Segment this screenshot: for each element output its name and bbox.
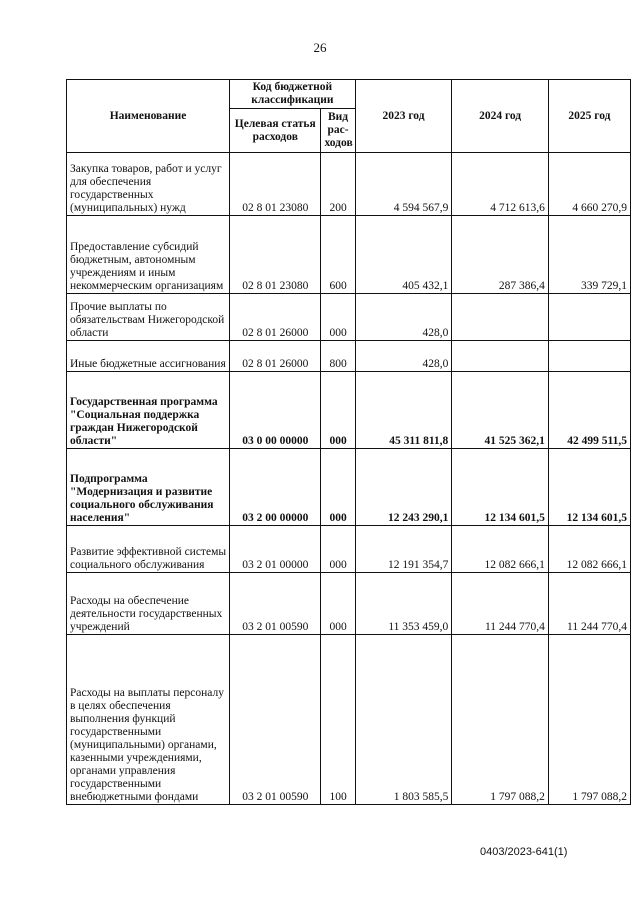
row-expense-kind: 100 bbox=[321, 635, 355, 805]
header-budget-code: Код бюджетной классификации bbox=[230, 80, 356, 109]
row-target-article: 03 2 01 00000 bbox=[230, 526, 321, 573]
row-expense-kind: 000 bbox=[321, 449, 355, 526]
row-value-2024 bbox=[452, 341, 549, 372]
row-value-2024 bbox=[452, 294, 549, 341]
header-year-2025: 2025 год bbox=[548, 80, 630, 153]
row-value-2025 bbox=[548, 294, 630, 341]
row-value-2024: 4 712 613,6 bbox=[452, 153, 549, 216]
row-expense-kind: 000 bbox=[321, 294, 355, 341]
table-row bbox=[67, 294, 631, 341]
table-row bbox=[67, 449, 631, 526]
row-value-2023: 405 432,1 bbox=[355, 216, 452, 294]
table-row bbox=[67, 153, 631, 216]
table-row bbox=[67, 526, 631, 573]
header-year-2023: 2023 год bbox=[355, 80, 452, 153]
row-value-2025: 1 797 088,2 bbox=[548, 635, 630, 805]
row-target-article: 02 8 01 23080 bbox=[230, 153, 321, 216]
table-row bbox=[67, 573, 631, 635]
row-target-article: 03 2 01 00590 bbox=[230, 573, 321, 635]
row-name: Иные бюджетные ассигнования bbox=[67, 341, 230, 372]
row-value-2024: 12 082 666,1 bbox=[452, 526, 549, 573]
row-name: Подпрограмма "Модернизация и развитие социального обслуживания населения" bbox=[67, 449, 230, 526]
page-number: 26 bbox=[313, 40, 327, 55]
table-row bbox=[67, 341, 631, 372]
row-value-2025: 4 660 270,9 bbox=[548, 153, 630, 216]
header-target-article: Целевая статья расходов bbox=[230, 109, 321, 153]
row-target-article: 02 8 01 23080 bbox=[230, 216, 321, 294]
row-value-2023: 4 594 567,9 bbox=[355, 153, 452, 216]
row-name: Предоставление субсидий бюджетным, автономным учреждениям и иным некоммерческим организациям bbox=[67, 216, 230, 294]
row-value-2023: 428,0 bbox=[355, 294, 452, 341]
row-value-2023: 1 803 585,5 bbox=[355, 635, 452, 805]
row-expense-kind: 000 bbox=[321, 573, 355, 635]
row-value-2024: 1 797 088,2 bbox=[452, 635, 549, 805]
row-expense-kind: 000 bbox=[321, 372, 355, 449]
row-name: Прочие выплаты по обязательствам Нижегородской области bbox=[67, 294, 230, 341]
row-value-2025: 339 729,1 bbox=[548, 216, 630, 294]
budget-table bbox=[66, 79, 631, 805]
row-value-2024: 287 386,4 bbox=[452, 216, 549, 294]
row-name: Расходы на обеспечение деятельности государственных учреждений bbox=[67, 573, 230, 635]
row-expense-kind: 600 bbox=[321, 216, 355, 294]
row-expense-kind: 800 bbox=[321, 341, 355, 372]
row-value-2024: 11 244 770,4 bbox=[452, 573, 549, 635]
row-value-2023: 11 353 459,0 bbox=[355, 573, 452, 635]
row-value-2025: 11 244 770,4 bbox=[548, 573, 630, 635]
row-value-2023: 12 243 290,1 bbox=[355, 449, 452, 526]
row-value-2025: 42 499 511,5 bbox=[548, 372, 630, 449]
row-target-article: 03 0 00 00000 bbox=[230, 372, 321, 449]
row-target-article: 03 2 01 00590 bbox=[230, 635, 321, 805]
row-value-2024: 12 134 601,5 bbox=[452, 449, 549, 526]
row-value-2023: 45 311 811,8 bbox=[355, 372, 452, 449]
row-target-article: 02 8 01 26000 bbox=[230, 294, 321, 341]
row-value-2025 bbox=[548, 341, 630, 372]
header-name: Наименование bbox=[67, 80, 230, 153]
row-name: Расходы на выплаты персоналу в целях обеспечения выполнения функций государственными (муниципальными) органами, казенными учреждениями, органами управления государственными внебюджетными фондами bbox=[67, 635, 230, 805]
row-expense-kind: 200 bbox=[321, 153, 355, 216]
row-value-2025: 12 082 666,1 bbox=[548, 526, 630, 573]
row-value-2023: 12 191 354,7 bbox=[355, 526, 452, 573]
table-row bbox=[67, 372, 631, 449]
table-row bbox=[67, 216, 631, 294]
row-target-article: 03 2 00 00000 bbox=[230, 449, 321, 526]
row-value-2025: 12 134 601,5 bbox=[548, 449, 630, 526]
row-name: Закупка товаров, работ и услуг для обеспечения государственных (муниципальных) нужд bbox=[67, 153, 230, 216]
row-value-2024: 41 525 362,1 bbox=[452, 372, 549, 449]
header-year-2024: 2024 год bbox=[452, 80, 549, 153]
row-name: Государственная программа "Социальная поддержка граждан Нижегородской области" bbox=[67, 372, 230, 449]
row-target-article: 02 8 01 26000 bbox=[230, 341, 321, 372]
header-expense-kind: Вид рас-ходов bbox=[321, 109, 355, 153]
row-expense-kind: 000 bbox=[321, 526, 355, 573]
table-row bbox=[67, 635, 631, 805]
row-name: Развитие эффективной системы социального обслуживания bbox=[67, 526, 230, 573]
row-value-2023: 428,0 bbox=[355, 341, 452, 372]
document-id: 0403/2023-641(1) bbox=[480, 846, 568, 858]
